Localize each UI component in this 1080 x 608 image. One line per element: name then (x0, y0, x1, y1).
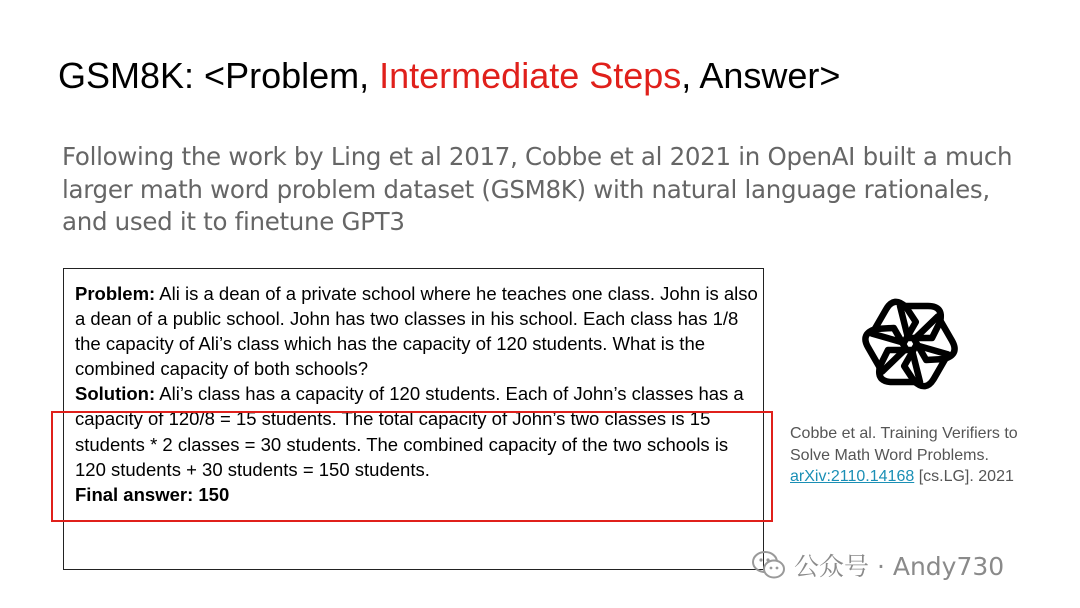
slide-subtitle: Following the work by Ling et al 2017, Cobbe et al 2021 in OpenAI built a much larger math word problem dataset (GSM8K) with natural language rationales, and used it to finetune GPT3 (62, 142, 1013, 236)
problem-text: Ali is a dean of a private school where he teaches one class. John is also a dean of a public school. John has two classes in his school. Each class has 1/8 the capacity of Ali’s class which has the capacity of 120 students. What is the combined capacity of both schools? (75, 283, 758, 380)
problem-paragraph (75, 281, 763, 381)
slide-title (58, 54, 840, 98)
solution-label: Solution: (75, 383, 156, 405)
title-highlight: Intermediate Steps (379, 55, 682, 96)
arxiv-link[interactable]: arXiv:2110.14168 (790, 468, 915, 485)
title-suffix: , Answer> (681, 55, 841, 96)
citation-text-2: [cs.LG]. 2021 (914, 468, 1014, 485)
citation (790, 423, 1050, 488)
solution-text: Ali’s class has a capacity of 120 students. Each of John’s classes has a capacity of 120/8 = 15 students. The total capacity of John’s two classes is 15 students * 2 classes = 30 students. The combined capacity of the two schools is 120 students + 30 students = 150 students. (75, 383, 744, 480)
watermark (752, 547, 1004, 583)
final-answer-text: Final answer: 150 (75, 483, 230, 505)
openai-logo-icon (860, 294, 960, 394)
intermediate-steps-highlight (51, 411, 773, 522)
problem-label: Problem: (75, 283, 156, 304)
watermark-text: 公众号 · Andy730 (794, 552, 1005, 581)
wechat-icon (752, 550, 786, 580)
citation-text-1: Cobbe et al. Training Verifiers to Solve Math Word Problems. (790, 425, 1018, 464)
title-prefix: GSM8K: <Problem, (58, 55, 380, 96)
